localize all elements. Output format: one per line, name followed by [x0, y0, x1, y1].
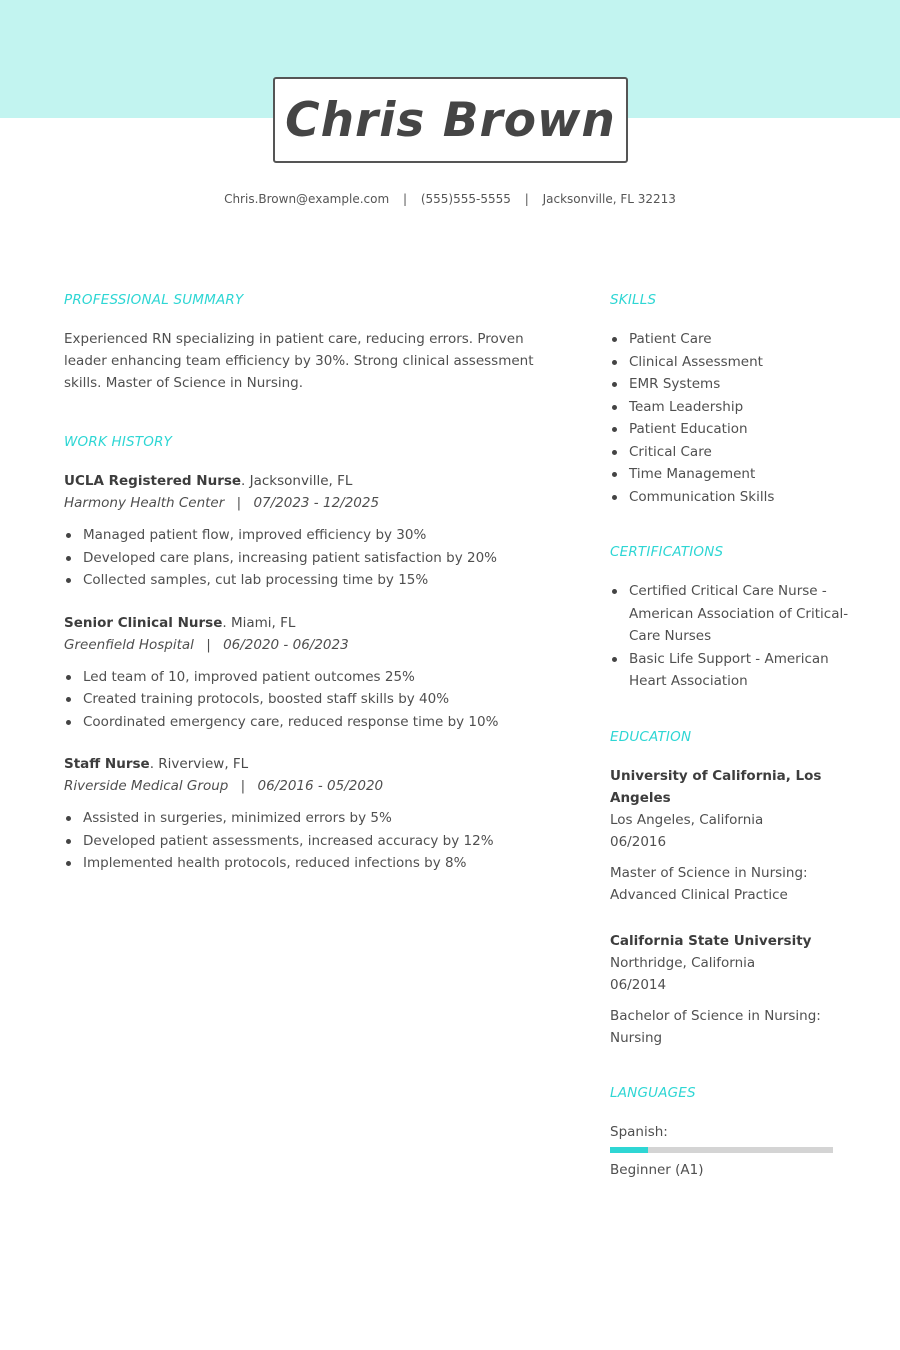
job-bullet: Developed care plans, increasing patient satisfaction by 20%: [64, 547, 544, 570]
job-separator: |: [206, 636, 211, 653]
job-bullets: [64, 666, 544, 734]
job-title-line: [64, 470, 544, 492]
language-level: Beginner (A1): [610, 1161, 704, 1178]
education-heading: EDUCATION: [610, 728, 692, 745]
skill-item: Patient Education: [610, 418, 850, 441]
language-name: Spanish:: [610, 1123, 668, 1140]
skill-item: Time Management: [610, 463, 850, 486]
summary-heading: PROFESSIONAL SUMMARY: [64, 292, 244, 308]
candidate-name: Chris Brown: [285, 92, 616, 148]
language-entry: [610, 1121, 850, 1181]
summary-text: Experienced RN specializing in patient care, reducing errors. Proven leader enhancing team efficiency by 30%. Strong clinical assessment skills. Master of Science in Nursing.: [64, 331, 534, 391]
skill-item: Team Leadership: [610, 396, 850, 419]
job-bullet: Coordinated emergency care, reduced response time by 10%: [64, 711, 544, 734]
skills-list: [610, 328, 850, 508]
job-bullet: Assisted in surgeries, minimized errors by 5%: [64, 807, 544, 830]
education-school: University of California, Los Angeles: [610, 767, 822, 806]
job-company-line: [64, 634, 544, 656]
education-degree: Bachelor of Science in Nursing: Nursing: [610, 1007, 821, 1046]
contact-separator: |: [524, 192, 529, 206]
education-entry: [610, 930, 850, 1049]
job-dates: 06/2016 - 05/2020: [257, 778, 384, 794]
job-company-line: [64, 775, 544, 797]
job-title: Senior Clinical Nurse: [64, 614, 223, 631]
language-proficiency-fill: [610, 1147, 648, 1153]
job-bullets: [64, 524, 544, 592]
contact-separator: |: [402, 192, 408, 206]
education-entry: [610, 765, 850, 906]
education-degree: Master of Science in Nursing: Advanced Clinical Practice: [610, 864, 808, 903]
job-location: . Jacksonville, FL: [241, 473, 353, 489]
job-location: . Miami, FL: [222, 614, 296, 631]
job-company-line: [64, 492, 544, 514]
certifications-heading: CERTIFICATIONS: [610, 544, 724, 560]
job-title-line: [64, 612, 544, 634]
name-box: [273, 77, 628, 163]
job-bullet: Created training protocols, boosted staff skills by 40%: [64, 688, 544, 711]
job-entry: [64, 470, 544, 592]
job-company: Harmony Health Center: [64, 495, 225, 511]
job-entry: [64, 612, 544, 734]
skills-heading: SKILLS: [610, 292, 657, 308]
skill-item: Patient Care: [610, 328, 850, 351]
job-title-line: [64, 753, 544, 775]
right-column: [610, 292, 850, 1181]
languages-heading: LANGUAGES: [610, 1084, 696, 1101]
job-title: UCLA Registered Nurse: [64, 473, 242, 489]
certification-item: Certified Critical Care Nurse - American Association of Critical-Care Nurses: [610, 580, 850, 648]
job-title: Staff Nurse: [64, 756, 150, 772]
job-dates: 07/2023 - 12/2025: [253, 495, 380, 511]
education-school: California State University: [610, 932, 812, 949]
certification-item: Basic Life Support - American Heart Association: [610, 648, 850, 693]
education-location: Los Angeles, California: [610, 811, 764, 828]
skill-item: Critical Care: [610, 441, 850, 464]
left-column: [64, 292, 544, 895]
job-location: . Riverview, FL: [149, 756, 249, 772]
language-proficiency-bar: [610, 1147, 833, 1153]
job-bullet: Implemented health protocols, reduced infections by 8%: [64, 852, 544, 875]
job-company: Greenfield Hospital: [64, 636, 194, 653]
job-separator: |: [240, 778, 246, 794]
contact-line: [0, 192, 900, 206]
job-bullet: Managed patient flow, improved efficiency by 30%: [64, 524, 544, 547]
skill-item: EMR Systems: [610, 373, 850, 396]
contact-location: Jacksonville, FL 32213: [542, 192, 676, 206]
job-bullet: Collected samples, cut lab processing time by 15%: [64, 569, 544, 592]
certifications-list: [610, 580, 850, 693]
education-date: 06/2016: [610, 833, 667, 850]
work-heading: WORK HISTORY: [64, 434, 173, 450]
contact-phone[interactable]: (555)555-5555: [420, 192, 511, 206]
job-bullets: [64, 807, 544, 875]
education-date: 06/2014: [610, 976, 667, 993]
job-bullet: Developed patient assessments, increased accuracy by 12%: [64, 830, 544, 853]
skill-item: Communication Skills: [610, 486, 850, 509]
job-separator: |: [236, 495, 242, 511]
job-bullet: Led team of 10, improved patient outcomes 25%: [64, 666, 544, 689]
job-company: Riverside Medical Group: [64, 778, 229, 794]
skill-item: Clinical Assessment: [610, 351, 850, 374]
contact-email[interactable]: Chris.Brown@example.com: [224, 192, 390, 206]
job-dates: 06/2020 - 06/2023: [223, 636, 349, 653]
job-entry: [64, 753, 544, 875]
education-location: Northridge, California: [610, 954, 756, 971]
